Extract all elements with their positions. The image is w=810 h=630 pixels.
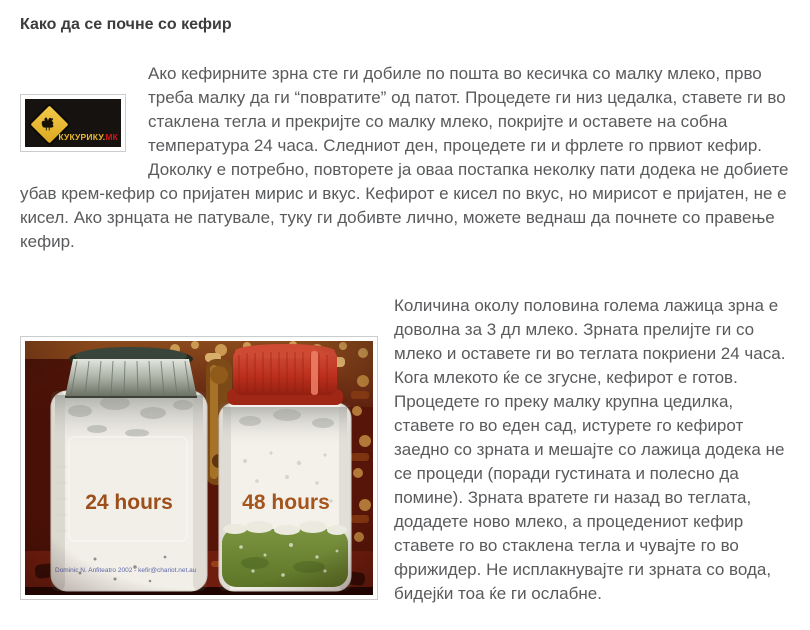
logo-text-suffix: МК — [105, 132, 118, 142]
intro-block — [20, 62, 790, 254]
kukuriku-logo — [25, 99, 121, 147]
instructions-paragraph: Количина околу половина голема лажица зрна е доволна за 3 дл млеко. Зрната прелијте ги со млеко и оставете ги во теглата покриени 24 часа. Кога млекото ќе се згусне, кефирот е готов. Процедете го преку малку крупна цедилка, ставете го во еден сад, истурете го кефирот заедно со зрната и мешајте со лажица додека не се процеди (поради густината и полесно да помине). Зрната вратете ги назад во теглата, додадете ново млеко, а процедениот кефир ставете го во стаклена тегла и чувајте го во фрижидер. Не исплакнувајте ги зрната со вода, бидејќи тоа ќе ги ослабне. — [394, 296, 786, 603]
logo-wordmark — [58, 132, 118, 142]
rooster-icon — [38, 113, 58, 133]
kefir-jars-photo-image — [25, 341, 373, 595]
photo-vignette — [25, 341, 373, 595]
site-logo — [20, 94, 126, 152]
kefir-jars-photo — [20, 336, 378, 600]
logo-text-primary: КУКУРИКУ. — [58, 132, 106, 142]
page-title: Како да се почне со кефир — [20, 16, 232, 33]
instructions-block — [20, 294, 790, 606]
intro-paragraph: Ако кефирните зрна сте ги добиле по пошта во кесичка со малку млеко, прво треба малку да ги “повратите” од патот. Процедете ги низ цедалка, ставете ги во стаклена тегла и прекријте со малку млеко, покријте и оставете на собна температура 24 часа. Следниот ден, процедете ги и фрлете го првиот кефир. Доколку е потребно, повторете ја оваа постапка неколку пати додека не добиете убав крем-кефир со пријатен мирис и вкус. Кефирот е кисел по вкус, но мирисот е пријатен, не е кисел. Ако зрнцата не патувале, туку ги добивте лично, можете веднаш да почнете со правење кефир. — [20, 64, 789, 251]
